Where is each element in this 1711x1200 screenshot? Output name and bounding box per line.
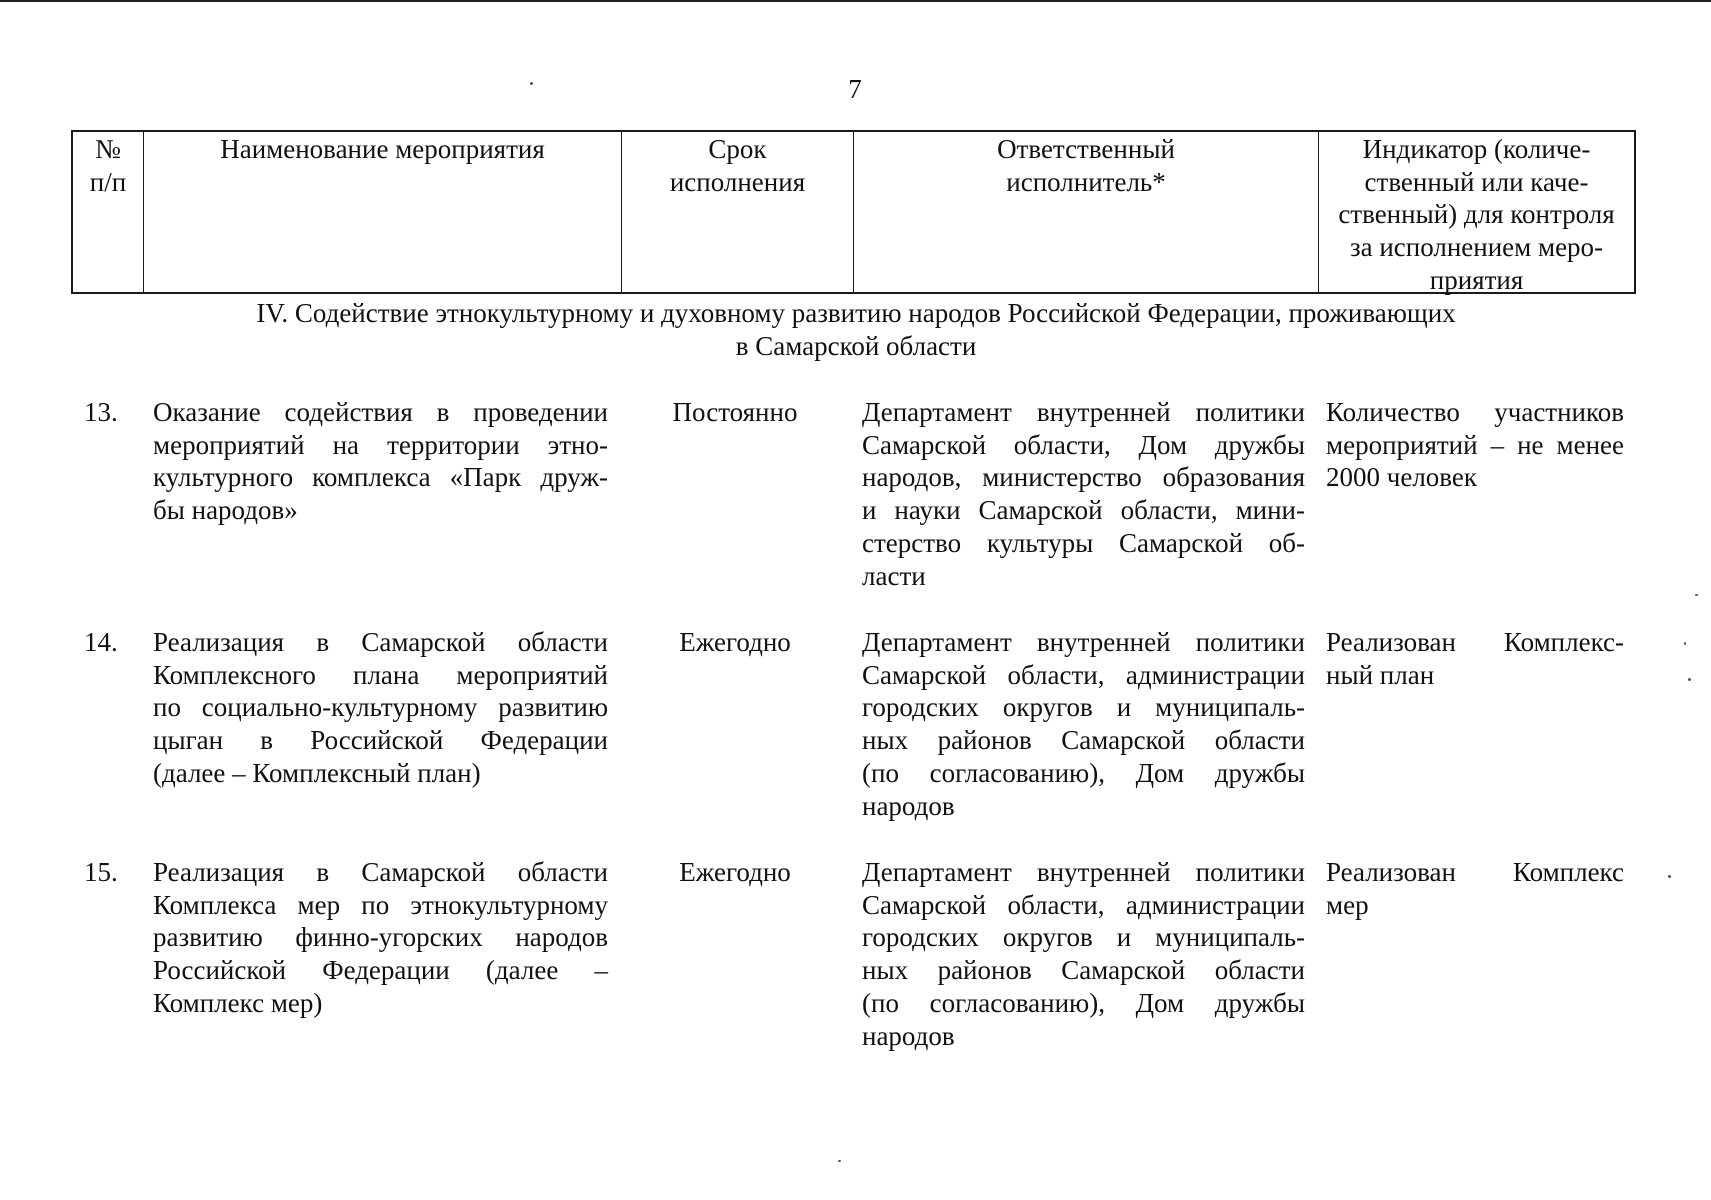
scan-speck [1668,875,1671,878]
text-line: Комплекса мер по этнокультурному [153,889,608,920]
row-responsible [862,396,1305,592]
text-line: Реализация в Самарской области [153,627,608,657]
text-line: ный план [1326,659,1435,690]
row-term: Ежегодно [679,857,791,887]
scan-speck [1684,642,1686,645]
header-col-indicator-line: Индикатор (количе- [1362,134,1591,164]
text-line: Российской Федерации (далее – [153,955,608,986]
header-col-term [622,132,854,292]
header-col-number-line: п/п [89,166,127,197]
text-line: Реализация в Самарской области [153,857,608,887]
row-number: 15. [84,857,118,887]
header-col-indicator-line: ственный или каче- [1364,166,1589,197]
text-line: ных районов Самарской области [862,955,1305,986]
text-line: Самарской области, Дом дружбы [862,429,1305,460]
row-term: Ежегодно [679,627,791,657]
table-header [71,130,1636,294]
section-title [150,297,1562,362]
row-term: Постоянно [672,397,798,427]
scan-speck [1695,594,1698,596]
header-col-indicator-line: ственный) для контроля [1338,199,1615,230]
header-col-term-line: исполнения [669,166,806,197]
scan-speck [1688,678,1691,681]
page-number: 7 [848,74,862,104]
header-col-number [73,132,144,292]
header-col-indicator-line: за исполнением меро- [1349,232,1604,263]
text-line: Самарской области, администрации [862,659,1305,690]
text-line: культурного комплекса «Парк друж- [153,462,608,493]
section-title-line: IV. Содействие этнокультурному и духовному развитию народов Российской Федерации, проживающих [256,298,1456,328]
scan-top-border [0,0,1711,2]
text-line: народов [862,1020,955,1051]
text-line: Департамент внутренней политики [862,857,1305,887]
header-col-responsible-line: исполнитель* [1006,166,1166,197]
text-line: ласти [862,560,926,591]
row-indicator [1326,396,1624,494]
row-responsible [862,856,1305,1052]
text-line: городских округов и муниципаль- [862,922,1305,953]
text-line: развитию финно-угорских народов [153,922,608,953]
row-event-name [153,856,608,1020]
row-number: 13. [84,397,118,427]
row-indicator [1326,856,1624,921]
text-line: и науки Самарской области, мини- [862,495,1305,526]
header-col-term-line: Срок [708,134,767,164]
text-line: Оказание содействия в проведении [153,397,608,427]
text-line: Реализован Комплекс [1326,857,1624,887]
text-line: городских округов и муниципаль- [862,692,1305,723]
row-event-name [153,626,608,790]
text-line: 2000 человек [1326,462,1477,493]
text-line: стерство культуры Самарской об- [862,527,1305,558]
text-line: ных районов Самарской области [862,725,1305,756]
text-line: Комплекс мер) [153,987,323,1018]
text-line: Комплексного плана мероприятий [153,659,608,690]
text-line: (далее – Комплексный план) [153,757,481,788]
header-col-name-line: Наименование мероприятия [220,134,545,164]
text-line: народов [862,790,955,821]
text-line: Реализован Комплекс- [1326,627,1624,657]
text-line: мероприятий на территории этно- [153,429,608,460]
row-indicator [1326,626,1624,691]
text-line: мероприятий – не менее [1326,429,1624,460]
text-line: Количество участников [1326,397,1624,427]
row-number: 14. [84,627,118,657]
text-line: народов, министерство образования [862,462,1305,493]
text-line: (по согласованию), Дом дружбы [862,757,1305,788]
text-line: Самарской области, администрации [862,889,1305,920]
row-responsible [862,626,1305,822]
text-line: Департамент внутренней политики [862,627,1305,657]
text-line: бы народов» [153,495,298,526]
scan-speck [530,82,533,85]
header-col-name [144,132,622,292]
header-col-indicator-line: приятия [1429,264,1524,295]
row-event-name [153,396,608,527]
header-col-responsible-line: Ответственный [997,134,1175,164]
text-line: Департамент внутренней политики [862,397,1305,427]
header-col-indicator [1319,132,1634,295]
header-col-number-line: № [95,134,121,164]
text-line: (по согласованию), Дом дружбы [862,987,1305,1018]
text-line: мер [1326,889,1369,920]
text-line: цыган в Российской Федерации [153,725,608,756]
header-col-responsible [854,132,1319,292]
text-line: по социально-культурному развитию [153,692,608,723]
section-title-line: в Самарской области [735,330,977,361]
scan-speck [838,1160,841,1162]
